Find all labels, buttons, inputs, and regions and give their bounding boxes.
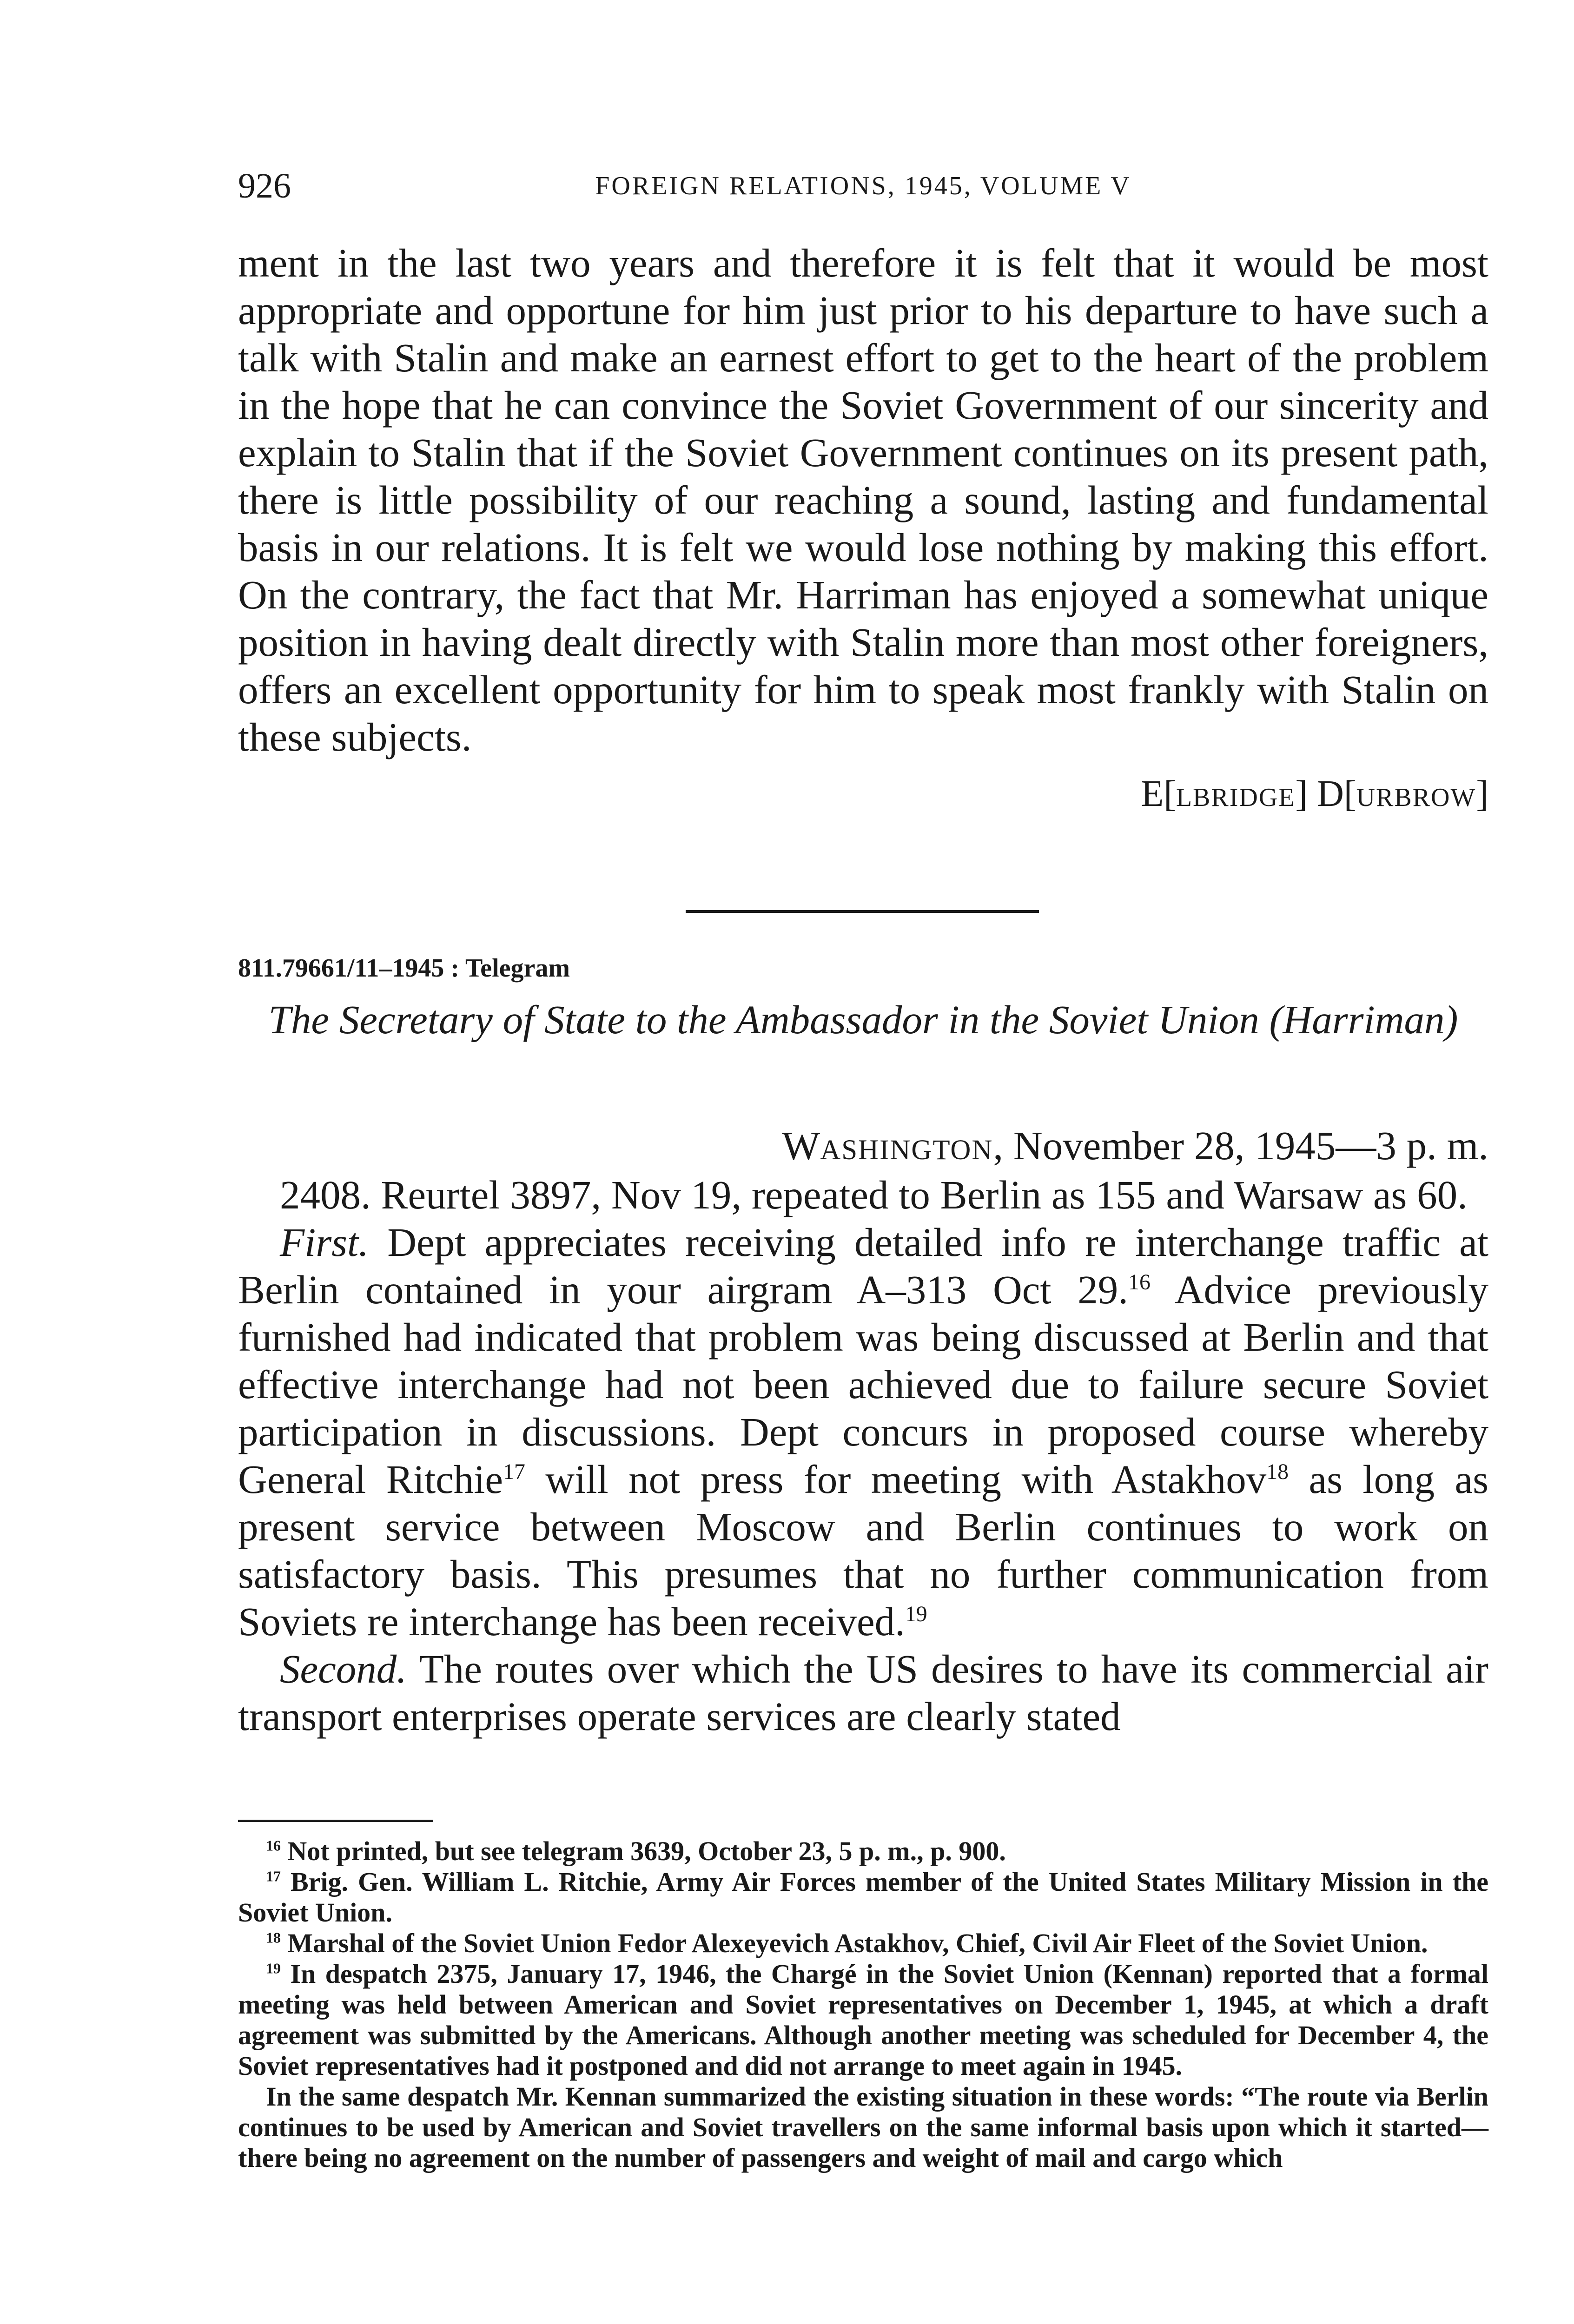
journal-title: FOREIGN RELATIONS, 1945, VOLUME V — [595, 172, 1131, 200]
footnote-rule — [238, 1820, 433, 1822]
footnote-number: 18 — [266, 1929, 281, 1946]
dateline-date: , November 28, 1945—3 p. m. — [993, 1123, 1488, 1168]
first-label: First. — [280, 1220, 369, 1265]
footnote-number: 17 — [266, 1868, 281, 1885]
footnote-text: Not printed, but see telegram 3639, October 23, 5 p. m., p. 900. — [287, 1836, 1006, 1866]
signature-e: E — [1141, 773, 1164, 814]
footnote-ref-16: 16 — [1128, 1270, 1151, 1294]
dateline — [238, 1122, 1488, 1174]
footnote-text: In despatch 2375, January 17, 1946, the Chargé in the Soviet Union (Kennan) reported that a formal meeting was held between American and Soviet representatives on December 1, 1945, at which a draft agreement was submitted by the Americans. Although another meeting was scheduled for December 4, the Soviet representatives had it postponed and did not arrange to meet again in 1945. — [238, 1959, 1488, 2081]
dateline-city-rest: ASHINGTON — [820, 1135, 993, 1166]
page-number: 926 — [238, 166, 291, 205]
footnote-ref-19: 19 — [905, 1602, 927, 1626]
telegram-paragraph-first — [238, 1219, 1488, 1645]
telegram-paragraph-second — [238, 1645, 1488, 1740]
footnotes — [238, 1836, 1488, 2173]
file-reference: 811.79661/11–1945 : Telegram — [238, 954, 570, 983]
document-title: The Secretary of State to the Ambassador in the Soviet Union (Harriman) — [268, 997, 1458, 1042]
telegram-paragraph-intro: 2408. Reurtel 3897, Nov 19, repeated to Berlin as 155 and Warsaw as 60. — [280, 1172, 1468, 1217]
footnote-number: 16 — [266, 1837, 281, 1854]
footnote-17 — [238, 1867, 1488, 1928]
signature: E[LBRIDGE] D[URBROW] — [1141, 773, 1488, 814]
signature-e-rest: LBRIDGE — [1176, 783, 1296, 812]
section-divider — [686, 910, 1039, 913]
running-head — [238, 165, 1488, 207]
first-text-b: Advice previously furnished had indicated that problem was being discussed at Berlin and that effective interchange had not been achieved due to failure secure Soviet participation in discussions. Dept concurs in proposed course whereby General Ritchie — [238, 1267, 1489, 1502]
footnote-ref-17: 17 — [503, 1459, 525, 1484]
signature-d-rest: URBROW — [1356, 783, 1476, 812]
footnote-text: Marshal of the Soviet Union Fedor Alexeyevich Astakhov, Chief, Civil Air Fleet of the Soviet Union. — [287, 1928, 1428, 1958]
signature-d: D — [1317, 773, 1344, 814]
dateline-city-initial: W — [782, 1123, 820, 1168]
footnote-19 — [238, 1959, 1488, 2081]
footnote-number: 19 — [266, 1960, 281, 1977]
footnote-19-continuation: In the same despatch Mr. Kennan summarized the existing situation in these words: “The route via Berlin continues to be used by American and Soviet travellers on the same informal basis upon which it started—there being no agreement on the number of passengers and weight of mail and cargo which — [238, 2081, 1488, 2173]
first-text-c: will not press for meeting with Astakhov — [525, 1457, 1267, 1502]
footnote-18 — [238, 1928, 1488, 1959]
second-label: Second. — [280, 1646, 407, 1691]
second-text: The routes over which the US desires to have its commercial air transport enterprises operate services are clearly stated — [238, 1646, 1488, 1739]
first-text-d: as long as present service between Moscow and Berlin continues to work on satisfactory basis. This presumes that no further communication from Soviets re interchange has been received. — [238, 1457, 1488, 1644]
continued-document — [238, 239, 1488, 823]
telegram-body — [238, 1171, 1488, 1740]
footnote-text: Brig. Gen. William L. Ritchie, Army Air Forces member of the United States Military Mission in the Soviet Union. — [238, 1867, 1489, 1928]
footnote-16 — [238, 1836, 1488, 1867]
continued-paragraph: ment in the last two years and therefore it is felt that it would be most appropriate and opportune for him just prior to his departure to have such a talk with Stalin and make an earnest effort to get to the heart of the problem in the hope that he can convince the Soviet Government of our sincerity and explain to Stalin that if the Soviet Government continues on its present path, there is little possibility of our reaching a sound, lasting and fundamental basis in our relations. It is felt we would lose nothing by making this effort. On the contrary, the fact that Mr. Harriman has enjoyed a somewhat unique position in having dealt directly with Stalin more than most other foreigners, offers an excellent opportunity for him to speak most frankly with Stalin on these subjects. — [238, 240, 1488, 759]
first-text-a: Dept appreciates receiving detailed info re interchange traffic at Berlin contained in your airgram A–313 Oct 29. — [238, 1220, 1488, 1312]
footnote-ref-18: 18 — [1266, 1459, 1289, 1484]
